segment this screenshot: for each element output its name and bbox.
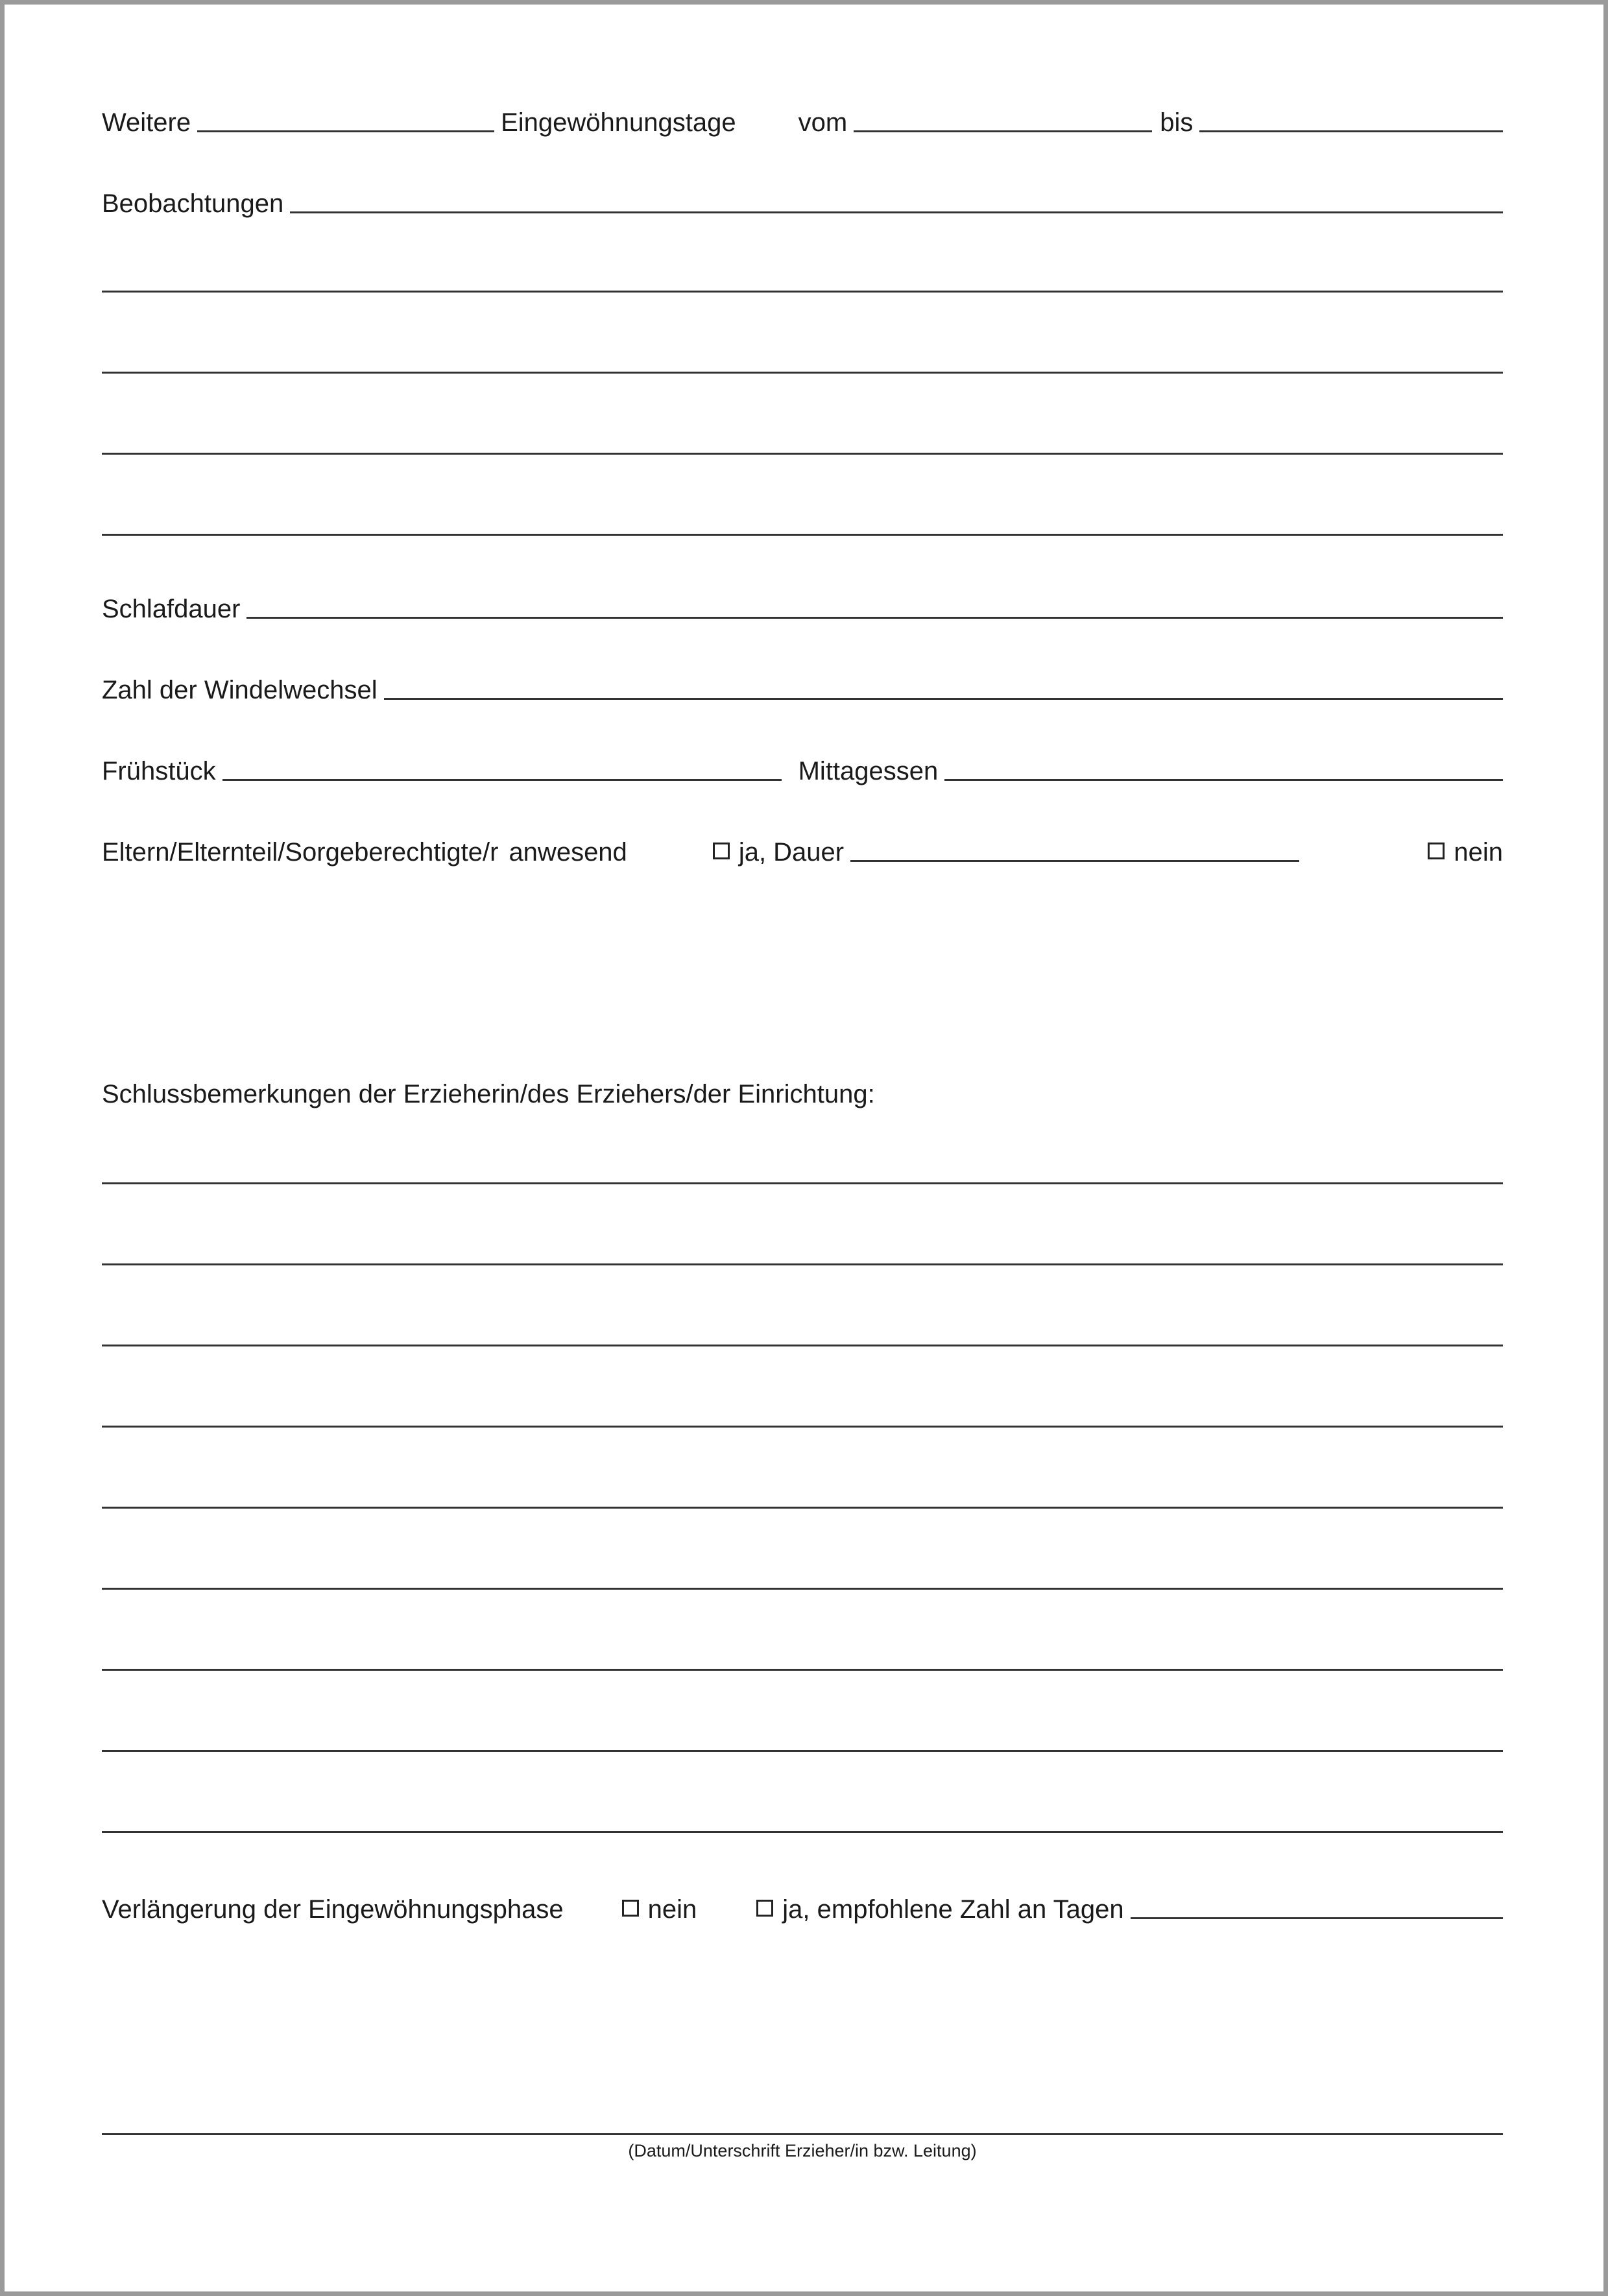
label-eingewoehnungstage: Eingewöhnungstage xyxy=(501,108,736,137)
label-fruehstueck: Frühstück xyxy=(102,757,216,785)
field-windelwechsel[interactable] xyxy=(384,698,1503,700)
label-bis: bis xyxy=(1160,108,1194,137)
schluss-line-4[interactable] xyxy=(102,1426,1503,1428)
row-eltern-anwesend xyxy=(102,828,1503,867)
field-empfohlene-tage[interactable] xyxy=(1131,1917,1503,1919)
checkbox-verlaengerung-ja[interactable] xyxy=(756,1900,773,1917)
field-schlafdauer[interactable] xyxy=(246,617,1503,619)
label-verlaengerung-ja: ja, empfohlene Zahl an Tagen xyxy=(782,1895,1124,1924)
field-beobachtungen[interactable] xyxy=(290,211,1503,213)
label-verlaengerung-nein: nein xyxy=(647,1895,697,1924)
checkbox-ja[interactable] xyxy=(713,843,730,859)
field-mittagessen[interactable] xyxy=(944,779,1503,781)
schluss-line-2[interactable] xyxy=(102,1263,1503,1265)
label-schlafdauer: Schlafdauer xyxy=(102,595,241,623)
label-eltern: Eltern/Elternteil/Sorgeberechtigte/r xyxy=(102,838,499,867)
beobachtungen-line-3[interactable] xyxy=(102,372,1503,374)
row-beobachtungen xyxy=(102,180,1503,219)
label-mittagessen: Mittagessen xyxy=(798,757,939,785)
schluss-line-9[interactable] xyxy=(102,1831,1503,1833)
schluss-line-5[interactable] xyxy=(102,1507,1503,1509)
beobachtungen-line-2[interactable] xyxy=(102,291,1503,293)
label-verlaengerung: Verlängerung der Eingewöhnungsphase xyxy=(102,1895,564,1924)
label-anwesend: anwesend xyxy=(509,838,627,867)
checkbox-nein[interactable] xyxy=(1428,843,1445,859)
row-schlafdauer xyxy=(102,585,1503,624)
checkbox-verlaengerung-nein[interactable] xyxy=(622,1900,639,1917)
signature-line[interactable] xyxy=(102,2133,1503,2135)
field-fruehstueck[interactable] xyxy=(222,779,782,781)
beobachtungen-line-5[interactable] xyxy=(102,534,1503,536)
schluss-line-6[interactable] xyxy=(102,1588,1503,1590)
schluss-line-3[interactable] xyxy=(102,1345,1503,1346)
row-windelwechsel xyxy=(102,666,1503,705)
signature-caption: (Datum/Unterschrift Erzieher/in bzw. Leitung) xyxy=(628,2141,977,2160)
label-nein: nein xyxy=(1454,838,1503,867)
field-bis-datum[interactable] xyxy=(1199,130,1503,132)
schlussbemerkungen-heading: Schlussbemerkungen der Erzieherin/des Erziehers/der Einrichtung: xyxy=(102,1080,875,1108)
schluss-line-1[interactable] xyxy=(102,1182,1503,1184)
row-weitere-tage xyxy=(102,99,1503,138)
label-beobachtungen: Beobachtungen xyxy=(102,189,284,218)
label-weitere: Weitere xyxy=(102,108,191,137)
label-ja-dauer: ja, Dauer xyxy=(738,838,845,867)
field-dauer[interactable] xyxy=(850,860,1299,862)
label-windelwechsel: Zahl der Windelwechsel xyxy=(102,676,378,704)
schluss-line-8[interactable] xyxy=(102,1750,1503,1752)
row-mahlzeiten xyxy=(102,747,1503,786)
row-verlaengerung xyxy=(102,1885,1503,1924)
field-weitere-anzahl[interactable] xyxy=(197,130,494,132)
field-vom-datum[interactable] xyxy=(854,130,1152,132)
beobachtungen-line-4[interactable] xyxy=(102,453,1503,455)
label-vom: vom xyxy=(798,108,848,137)
schluss-line-7[interactable] xyxy=(102,1669,1503,1671)
